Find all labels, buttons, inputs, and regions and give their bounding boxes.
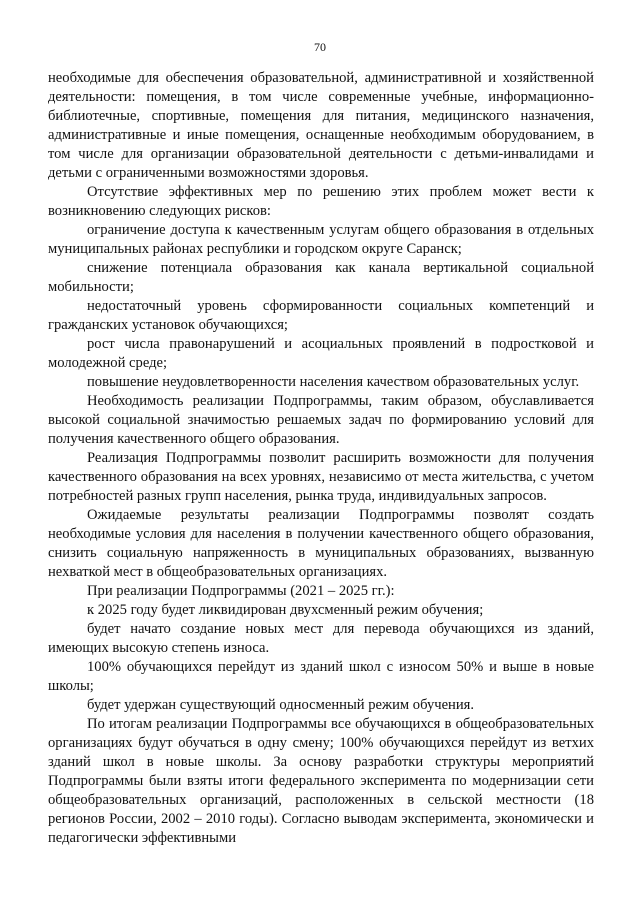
risk-item: недостаточный уровень сформированности социальных компетенций и гражданских установок обучающихся; <box>48 298 594 333</box>
paragraph: необходимые для обеспечения образовательной, административной и хозяйственной деятельности: помещения, в том числе современные учебные, информационно-библиотечные, спортивные, помещения для питания, медицинского назначения, административные и иные помещения, оснащенные необходимым оборудованием, в том числе для организации образовательной деятельности с детьми-инвалидами и детьми с ограниченными возможностями здоровья. <box>48 70 594 181</box>
result-item: будет удержан существующий односменный режим обучения. <box>87 697 475 713</box>
paragraph: Отсутствие эффективных мер по решению этих проблем может вести к возникновению следующих рисков: <box>48 184 594 219</box>
risk-item: снижение потенциала образования как канала вертикальной социальной мобильности; <box>48 260 594 295</box>
risk-item: ограничение доступа к качественным услугам общего образования в отдельных муниципальных районах республики и городском округе Саранск; <box>48 222 594 257</box>
risk-item: рост числа правонарушений и асоциальных проявлений в подростковой и молодежной среде; <box>48 336 594 371</box>
result-item: будет начато создание новых мест для перевода обучающихся из зданий, имеющих высокую степень износа. <box>48 621 594 656</box>
paragraph: По итогам реализации Подпрограммы все обучающихся в общеобразовательных организациях будут обучаться в одну смену; 100% обучающихся перейдут из ветхих зданий школ в новые школы. За основу разработки структуры мероприятий Подпрограммы были взяты итоги федерального эксперимента по модернизации сети общеобразовательных организаций, расположенных в сельской местности (18 регионов России, 2002 – 2010 годы). Согласно выводам эксперимента, экономически и педагогически эффективными <box>48 716 594 846</box>
body-text <box>48 69 594 848</box>
result-item: к 2025 году будет ликвидирован двухсменный режим обучения; <box>87 602 484 618</box>
page-number: 70 <box>314 40 326 54</box>
result-item: 100% обучающихся перейдут из зданий школ с износом 50% и выше в новые школы; <box>48 659 594 694</box>
paragraph: При реализации Подпрограммы (2021 – 2025 гг.): <box>87 583 395 599</box>
paragraph: Ожидаемые результаты реализации Подпрограммы позволят создать необходимые условия для населения в получении качественного общего образования, снизить социальную напряженность в муниципальных образованиях, вызванную нехваткой мест в общеобразовательных организациях. <box>48 507 594 580</box>
risk-item: повышение неудовлетворенности населения качеством образовательных услуг. <box>87 374 580 390</box>
paragraph: Реализация Подпрограммы позволит расширить возможности для получения качественного образования на всех уровнях, независимо от места жительства, с учетом потребностей разных групп населения, рынка труда, индивидуальных запросов. <box>48 450 594 504</box>
paragraph: Необходимость реализации Подпрограммы, таким образом, обуславливается высокой социальной значимостью решаемых задач по формированию условий для получения качественного общего образования. <box>48 393 594 447</box>
